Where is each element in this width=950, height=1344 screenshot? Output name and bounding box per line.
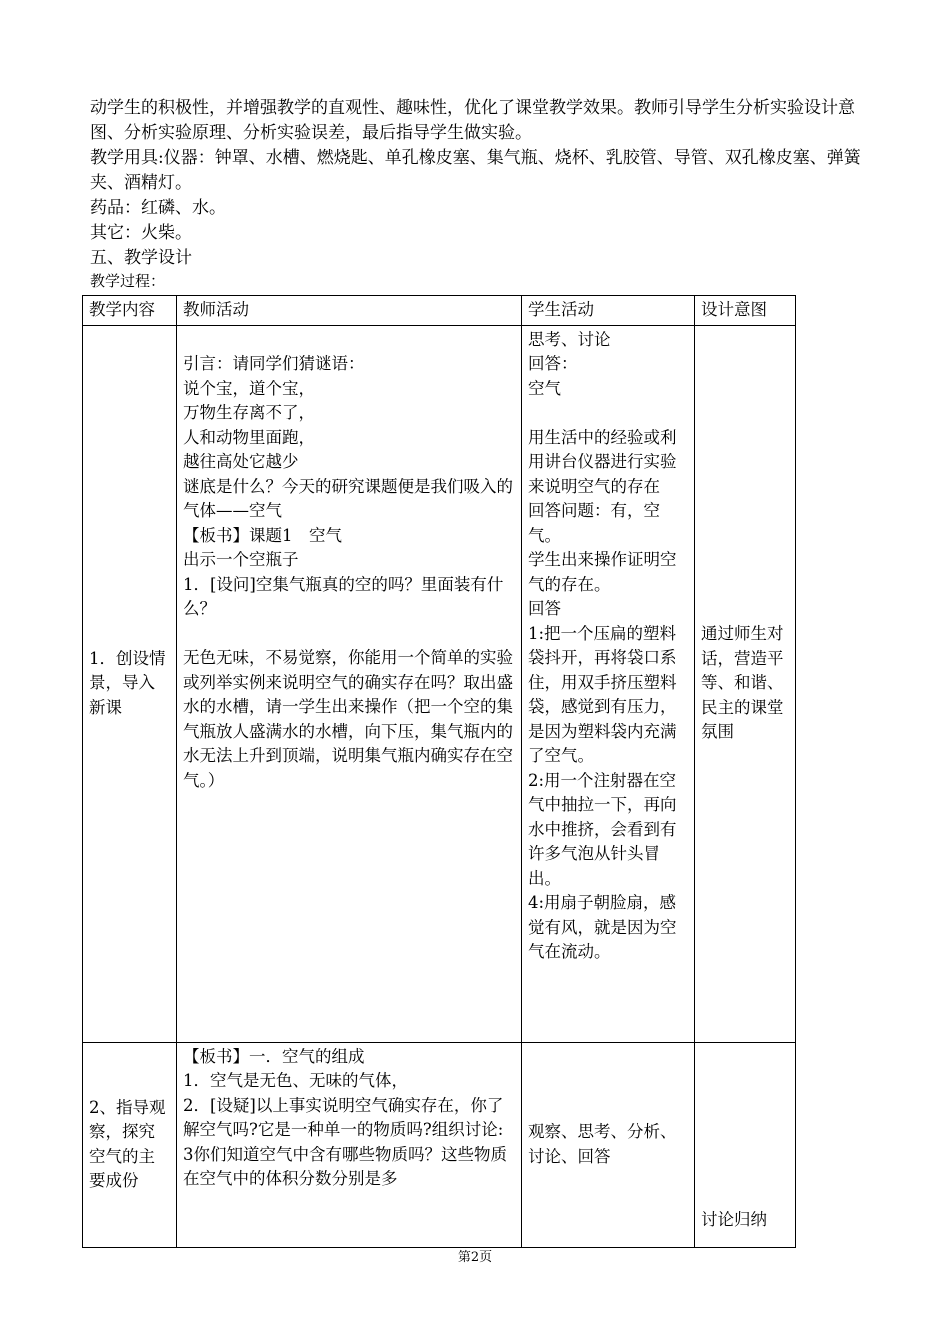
teacher-line: 谜底是什么？今天的研究课题便是我们吸入的气体——空气 — [183, 476, 513, 520]
header-student: 学生活动 — [522, 296, 695, 326]
intro-text — [90, 96, 870, 271]
teacher-line: 1．[设问]空集气瓶真的空的吗？里面装有什么？ — [183, 574, 504, 618]
student-line: 回答 — [528, 599, 561, 618]
teacher-line: 1．空气是无色、无味的气体， — [183, 1071, 408, 1090]
student-line: 思考、讨论 — [528, 329, 611, 349]
teacher-line — [183, 328, 515, 353]
others: 其它：火柴。 — [90, 223, 192, 243]
header-content: 教学内容 — [83, 296, 177, 326]
process-label: 教学过程： — [90, 272, 166, 290]
header-teacher: 教师活动 — [177, 296, 522, 326]
lesson-table — [82, 295, 796, 1248]
student-line: 用生活中的经验或利用讲台仪器进行实验来说明空气的存在 — [528, 427, 677, 496]
page-number: 第2页 — [457, 1250, 493, 1265]
teacher-line: 无色无味，不易觉察，你能用一个简单的实验或列举实例来说明空气的确实存在吗？取出盛水的水槽，请一学生出来操作（把一个空的集气瓶放人盛满水的水槽，向下压，集气瓶内的水无法上升到顶端，说明集气瓶内确实存在空气。） — [183, 648, 513, 790]
teaching-tools: 教学用具:仪器：钟罩、水槽、燃烧匙、单孔橡皮塞、集气瓶、烧杯、乳胶管、导管、双孔橡皮塞、弹簧夹、酒精灯。 — [90, 148, 861, 193]
teacher-line — [183, 622, 515, 647]
student-line: 回答： — [528, 354, 578, 373]
teacher-line: 万物生存离不了， — [183, 403, 315, 422]
table-row — [83, 1042, 796, 1247]
table-header-row — [83, 296, 796, 326]
row1-teacher — [177, 325, 522, 1042]
teacher-line: 【板书】课题1 空气 — [183, 525, 342, 545]
teacher-line: 2．[设疑]以上事实说明空气确实存在，你了解空气吗?它是一种单一的物质吗?组织讨论: — [183, 1095, 504, 1139]
student-line — [528, 401, 688, 426]
teacher-line: 越往高处它越少 — [183, 452, 299, 471]
row2-student: 观察、思考、分析、讨论、回答 — [522, 1042, 695, 1247]
teacher-line: 【板书】一．空气的组成 — [183, 1046, 365, 1066]
row1-content: 1．创设情景，导入新课 — [83, 325, 177, 1042]
row2-teacher — [177, 1042, 522, 1247]
student-line: 1:把一个压扁的塑料袋抖开，再将袋口系住，用双手挤压塑料袋，感觉到有压力，是因为塑料袋内充满了空气。 — [528, 623, 677, 765]
teacher-line: 3你们知道空气中含有哪些物质吗？这些物质在空气中的体积分数分别是多 — [183, 1144, 507, 1188]
row2-content: 2、指导观察，探究空气的主要成份 — [83, 1042, 177, 1247]
student-line: 4:用扇子朝脸扇，感觉有风，就是因为空气在流动。 — [528, 893, 677, 961]
row1-intent: 通过师生对话，营造平等、和谐、民主的课堂氛围 — [695, 325, 796, 1042]
reagents: 药品：红磷、水。 — [90, 198, 226, 218]
student-line: 回答问题：有，空气。 — [528, 501, 660, 545]
teacher-line: 引言：请同学们猜谜语： — [183, 354, 365, 373]
intro-paragraph: 动学生的积极性，并增强教学的直观性、趣味性，优化了课堂教学效果。教师引导学生分析实验设计意图、分析实验原理、分析实验误差，最后指导学生做实验。 — [90, 98, 855, 143]
teacher-line: 人和动物里面跑， — [183, 427, 315, 447]
student-line: 空气 — [528, 378, 561, 398]
student-line: 2:用一个注射器在空气中抽拉一下，再向水中推挤，会看到有许多气泡从针头冒出。 — [528, 770, 677, 888]
header-intent: 设计意图 — [695, 296, 796, 326]
student-line: 学生出来操作证明空气的存在。 — [528, 550, 677, 594]
row2-intent: 讨论归纳 — [695, 1042, 796, 1247]
section-heading: 五、教学设计 — [90, 248, 192, 268]
teacher-line: 说个宝，道个宝， — [183, 378, 315, 398]
row1-student — [522, 325, 695, 1042]
table-row — [83, 325, 796, 1042]
teacher-line: 出示一个空瓶子 — [183, 550, 299, 569]
